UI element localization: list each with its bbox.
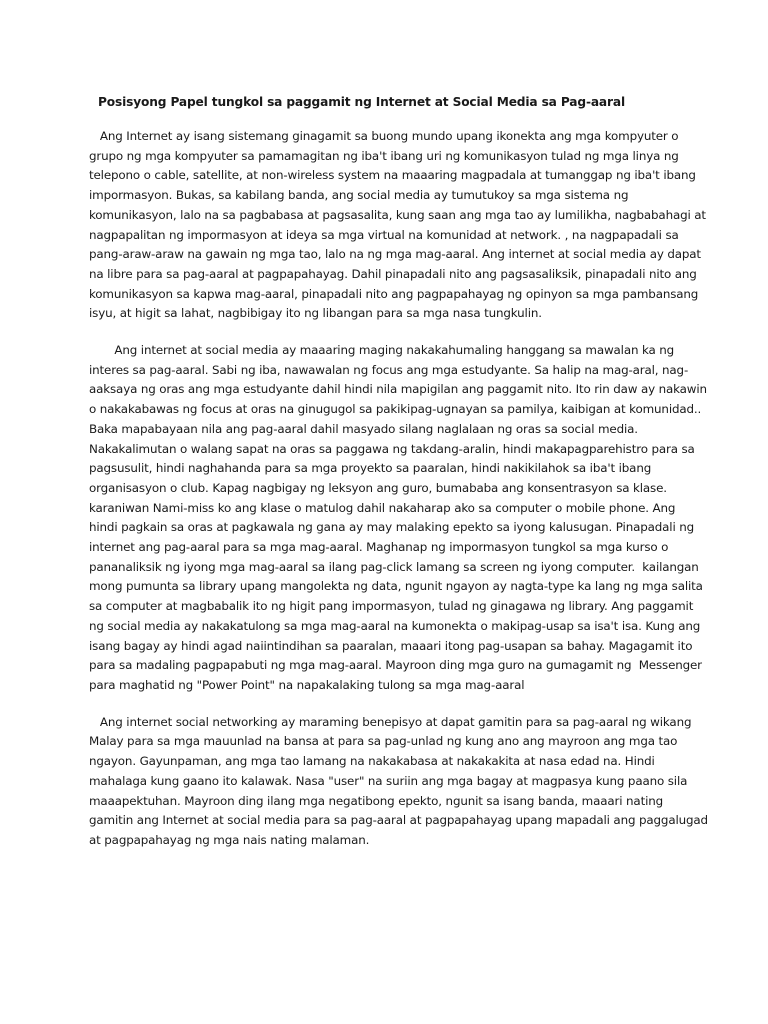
paragraph-1 (89, 127, 706, 324)
text-line: komunikasyon sa kapwa mag-aaral, pinapadali nito ang pagpapahayag ng opinyon sa mga pambansang (89, 286, 699, 301)
text-line: komunikasyon, lalo na sa pagbabasa at pagsasalita, kung saan ang mga tao ay lumilikha, nagbabahagi at (89, 207, 706, 222)
text-line: karaniwan Nami-miss ko ang klase o matulog dahil nakaharap ako sa computer o mobile phone. Ang (89, 500, 676, 515)
paragraph-3 (89, 713, 706, 851)
paragraph-2 (89, 341, 706, 696)
text-line: mong pumunta sa library upang mangolekta ng data, ngunit ngayon ay nagta-type ka lang ng mga salita (89, 579, 703, 594)
text-line: Baka mapabayaan nila ang pag-aaral dahil masyado silang naglalaan ng oras sa social media. (89, 421, 638, 436)
text-line: Malay para sa mga mauunlad na bansa at para sa pag-unlad ng kung ano ang mayroon ang mga tao (89, 734, 678, 749)
text-line: at pagpapahayag ng mga nais nating malaman. (89, 832, 370, 847)
text-line: ngayon. Gayunpaman, ang mga tao lamang na nakakabasa at nakakakita at nasa edad na. Hindi (89, 754, 655, 769)
text-line: interes sa pag-aaral. Sabi ng iba, nawawalan ng focus ang mga estudyante. Sa halip na mag-aral, nag- (89, 362, 689, 377)
text-line: pananaliksik ng iyong mga mag-aaral sa ilang pag-click lamang sa screen ng iyong computer. kailangan (89, 559, 699, 574)
text-line: sa computer at magbabalik ito ng higit pang impormasyon, tulad ng ginagawa ng library. Ang paggamit (89, 599, 694, 614)
text-line: telepono o cable, satellite, at non-wireless system na maaaring magpadala at tumanggap ng iba't ibang (89, 168, 696, 183)
text-line: grupo ng mga kompyuter sa pamamagitan ng iba't ibang uri ng komunikasyon tulad ng mga linya ng (89, 148, 679, 163)
text-line: para maghatid ng "Power Point" na napakalaking tulong sa mga mag-aaral (89, 677, 525, 692)
text-line: o nakakabawas ng focus at oras na ginugugol sa pakikipag-ugnayan sa pamilya, kaibigan at komunidad.. (89, 402, 702, 417)
text-line: maaapektuhan. Mayroon ding ilang mga negatibong epekto, ngunit sa isang banda, maaari nating (89, 793, 664, 808)
text-line: Nakakalimutan o walang sapat na oras sa paggawa ng takdang-aralin, hindi makapagparehistro para sa (89, 441, 695, 456)
text-line: gamitin ang Internet at social media para sa pag-aaral at pagpapahayag upang mapadali ang paggalugad (89, 813, 708, 828)
text-line: internet ang pag-aaral para sa mga mag-aaral. Maghanap ng impormasyon tungkol sa mga kurso o (89, 540, 669, 555)
text-line: aaksaya ng oras ang mga estudyante dahil hindi nila mapigilan ang paggamit nito. Ito rin daw ay nakawin (89, 382, 707, 397)
text-line: ng social media ay nakakatulong sa mga mag-aaral na kumonekta o makipag-usap sa isa't isa. Kung ang (89, 618, 701, 633)
text-line: pang-araw-araw na gawain ng mga tao, lalo na ng mga mag-aaral. Ang internet at social media ay dapat (89, 247, 701, 262)
text-line: Ang internet at social media ay maaaring maging nakakahumaling hanggang sa mawalan ka ng (89, 343, 675, 358)
text-line: pagsusulit, hindi naghahanda para sa mga proyekto sa paaralan, hindi nakikilahok sa iba't ibang (89, 461, 652, 476)
text-line: mahalaga kung gaano ito kalawak. Nasa "user" na suriin ang mga bagay at magpasya kung paano sila (89, 773, 688, 788)
text-line: para sa madaling pagpapabuti ng mga mag-aaral. Mayroon ding mga guro na gumagamit ng Messenger (89, 658, 702, 673)
text-line: isyu, at higit sa lahat, nagbibigay ito ng libangan para sa mga nasa tungkulin. (89, 306, 542, 321)
text-line: organisasyon o club. Kapag nagbigay ng leksyon ang guro, bumababa ang konsentrasyon sa klase. (89, 480, 667, 495)
text-line: na libre para sa pag-aaral at pagpapahayag. Dahil pinapadali nito ang pagsasaliksik, pinapadali nito ang (89, 266, 697, 281)
text-line: hindi pagkain sa oras at pagkawala ng gana ay may malaking epekto sa iyong kalusugan. Pinapadali ng (89, 520, 695, 535)
text-line: Ang Internet ay isang sistemang ginagamit sa buong mundo upang ikonekta ang mga kompyuter o (89, 129, 679, 143)
document-title: Posisyong Papel tungkol sa paggamit ng Internet at Social Media sa Pag-aaral (98, 95, 625, 109)
text-line: impormasyon. Bukas, sa kabilang banda, ang social media ay tumutukoy sa mga sistema ng (89, 188, 629, 203)
text-line: nagpapalitan ng impormasyon at ideya sa mga virtual na komunidad at network. , na nagpapadali sa (89, 227, 679, 242)
text-line: Ang internet social networking ay maraming benepisyo at dapat gamitin para sa pag-aaral ng wikang (89, 714, 692, 729)
text-line: isang bagay ay hindi agad naiintindihan sa paaralan, maaari itong pag-usapan sa bahay. Magagamit ito (89, 638, 693, 653)
